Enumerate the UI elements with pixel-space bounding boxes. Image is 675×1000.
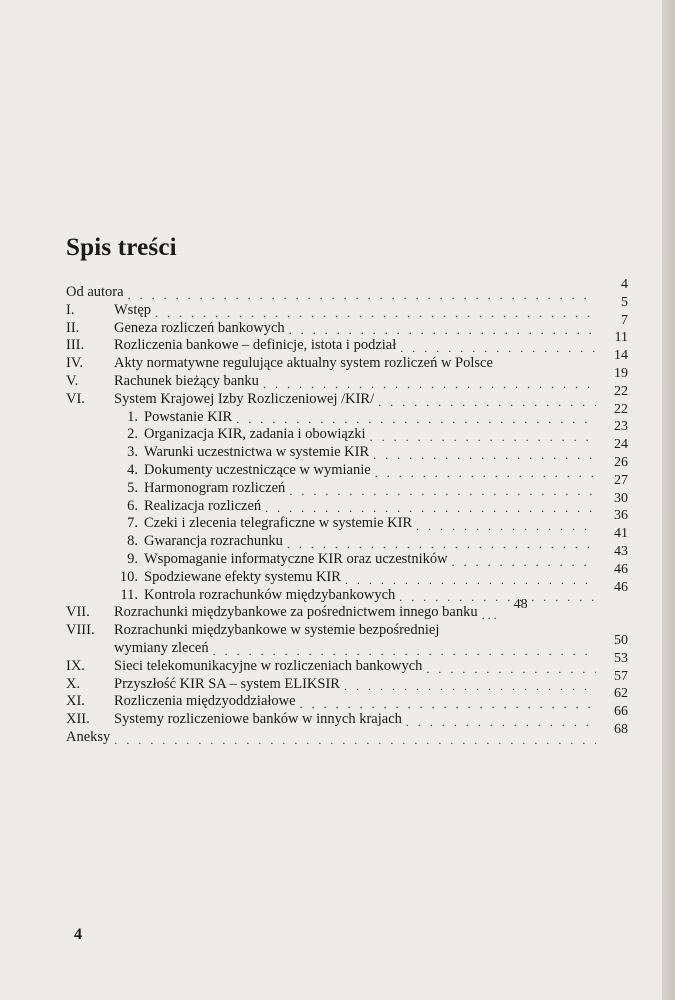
toc-subentry-number: 7. bbox=[127, 515, 138, 532]
toc-entry-page: 19 bbox=[614, 365, 628, 381]
toc-subentry-page: 27 bbox=[614, 472, 628, 488]
toc-entry-page: 50 bbox=[614, 632, 628, 648]
leader-dots bbox=[345, 573, 596, 587]
leader-dots bbox=[236, 412, 596, 426]
toc-entry bbox=[66, 294, 628, 320]
toc-subentry-label: Dokumenty uczestniczące w wymianie bbox=[144, 461, 371, 478]
toc-subentry-number: 2. bbox=[127, 426, 138, 443]
toc-entry-page: 11 bbox=[614, 330, 628, 346]
leader-dots bbox=[416, 519, 596, 533]
toc-entry-number: VII. bbox=[66, 604, 90, 621]
toc-subentry bbox=[66, 472, 628, 498]
toc-subentry-number: 11. bbox=[120, 586, 138, 603]
toc-subentry bbox=[66, 508, 628, 533]
toc-subentry bbox=[66, 419, 628, 444]
toc-entry bbox=[66, 312, 628, 338]
toc-entry-page: 22 bbox=[614, 383, 628, 399]
toc-entry bbox=[66, 721, 628, 747]
toc-subentry-label: Wspomaganie informatyczne KIR oraz uczestników bbox=[144, 550, 448, 567]
toc-entry-label: System Krajowej Izby Rozliczeniowej /KIR/ bbox=[114, 390, 375, 407]
toc-entry bbox=[66, 383, 628, 409]
toc-subentry-label: Kontrola rozrachunków międzybankowych bbox=[144, 586, 396, 603]
toc-entry-label: Sieci telekomunikacyjne w rozliczeniach bankowych bbox=[114, 657, 423, 674]
toc-entry-number: VIII. bbox=[66, 622, 95, 639]
toc-subentry-page: 24 bbox=[614, 437, 628, 453]
toc-subentry-label: Gwarancja rozrachunku bbox=[144, 533, 283, 550]
toc-entry-number: XI. bbox=[66, 693, 85, 710]
toc-entry-label: Od autora bbox=[66, 284, 124, 300]
toc-subentry bbox=[66, 561, 628, 587]
toc-entry-page: 66 bbox=[614, 704, 628, 720]
toc-entry-page: 14 bbox=[614, 348, 628, 364]
leader-dots bbox=[378, 395, 596, 409]
toc-subentry-label: Czeki i zlecenia telegraficzne w systemie KIR bbox=[144, 515, 413, 532]
toc-entry-number: II. bbox=[66, 319, 80, 336]
toc-entry-label: Aneksy bbox=[66, 728, 111, 745]
toc-entry-number: XII. bbox=[66, 711, 90, 728]
toc-subentry-label: Organizacja KIR, zadania i obowiązki bbox=[144, 426, 366, 443]
leader-dots bbox=[287, 537, 596, 551]
page-edge-shadow bbox=[662, 0, 675, 1000]
toc-entry-label: Rozliczenia międzyoddziałowe bbox=[114, 693, 296, 710]
toc-entry-label: Przyszłość KIR SA – system ELIKSIR bbox=[114, 675, 340, 692]
toc-entry bbox=[66, 622, 628, 640]
leader-dots bbox=[400, 341, 596, 355]
toc-subentry-label: Spodziewane efekty systemu KIR bbox=[144, 568, 341, 585]
toc-subentry-number: 6. bbox=[127, 497, 138, 514]
toc-subentry-page: 26 bbox=[614, 454, 628, 470]
leader-dots bbox=[289, 323, 596, 337]
toc-entry bbox=[66, 365, 628, 391]
toc-entry-page: 7 bbox=[621, 312, 628, 328]
toc-entry-label: Akty normatywne regulujące aktualny system rozliczeń w Polsce bbox=[114, 355, 493, 372]
toc-subentry-page: 46 bbox=[614, 561, 628, 577]
toc-entry-page: 62 bbox=[614, 686, 628, 702]
toc-entry-label: Rozliczenia bankowe – definicje, istota i podział bbox=[114, 337, 397, 354]
toc-entry-number: I. bbox=[66, 301, 75, 318]
toc-subentry bbox=[66, 401, 628, 427]
toc-subentry-number: 10. bbox=[119, 568, 138, 585]
toc-subentry-label: Harmonogram rozliczeń bbox=[144, 479, 286, 496]
toc-subentry-label: Powstanie KIR bbox=[144, 408, 233, 425]
toc-entry-number: III. bbox=[66, 337, 85, 354]
toc-subentry-number: 3. bbox=[127, 444, 138, 461]
leader-dots bbox=[114, 733, 596, 747]
toc-entry bbox=[66, 686, 628, 711]
toc-subentry-label: Realizacja rozliczeń bbox=[144, 497, 262, 514]
toc-subentry-page: 22 bbox=[614, 401, 628, 417]
toc-subentry-page: 23 bbox=[614, 419, 628, 435]
leader-dots bbox=[399, 590, 596, 604]
toc-entry-number: V. bbox=[66, 372, 79, 389]
leader-dots bbox=[406, 715, 596, 729]
toc-entry bbox=[66, 277, 628, 302]
toc-entry-page: 5 bbox=[621, 294, 628, 310]
toc-subentry-number: 1. bbox=[127, 408, 138, 425]
toc-subentry bbox=[66, 490, 628, 516]
leader-dots bbox=[263, 377, 596, 391]
page-number: 4 bbox=[74, 926, 82, 943]
toc-entry bbox=[66, 668, 628, 694]
leader-dots bbox=[452, 555, 596, 569]
toc-entry-page: 48 bbox=[513, 597, 528, 613]
toc-subentry-page: 46 bbox=[614, 579, 628, 595]
leader-dots bbox=[265, 501, 596, 515]
toc-subentry-page: 41 bbox=[614, 526, 628, 542]
leader-dots bbox=[344, 679, 596, 693]
leader-dots bbox=[375, 466, 596, 480]
leader-dots bbox=[128, 288, 596, 302]
toc-entry bbox=[66, 348, 628, 373]
toc-entry-number: X. bbox=[66, 675, 81, 692]
toc-entry-page: 53 bbox=[614, 650, 628, 666]
table-of-contents bbox=[66, 277, 628, 747]
toc-entry-page: 68 bbox=[614, 721, 628, 737]
toc-entry-number: IV. bbox=[66, 355, 84, 372]
toc-entry-label: Rachunek bieżący banku bbox=[114, 372, 259, 389]
toc-subentry bbox=[66, 579, 628, 605]
leader-dots bbox=[155, 306, 596, 320]
toc-entry-number: VI. bbox=[66, 390, 85, 407]
toc-subentry-number: 4. bbox=[127, 461, 138, 478]
toc-subentry-number: 8. bbox=[127, 533, 138, 550]
leader-dots bbox=[289, 484, 596, 498]
toc-entry-label: Geneza rozliczeń bankowych bbox=[114, 319, 285, 336]
toc-entry-label-continued: wymiany zleceń bbox=[114, 639, 209, 656]
toc-subentry-page: 43 bbox=[614, 543, 628, 559]
toc-entry-number: IX. bbox=[66, 657, 85, 674]
toc-subentry bbox=[66, 454, 628, 480]
page-title: Spis treści bbox=[66, 234, 177, 261]
toc-entry-label: Rozrachunki międzybankowe w systemie bezpośredniej bbox=[114, 622, 440, 639]
toc-entry-page: 4 bbox=[621, 277, 628, 292]
leader-dots bbox=[300, 697, 596, 711]
toc-subentry bbox=[66, 543, 628, 569]
toc-entry-label: Rozrachunki międzybankowe za pośrednictwem innego banku bbox=[114, 604, 478, 621]
leader-dots bbox=[482, 608, 496, 622]
toc-entry-continuation bbox=[66, 632, 628, 658]
toc-entry-page: 57 bbox=[614, 668, 628, 684]
toc-entry-label: Wstęp bbox=[114, 301, 152, 318]
leader-dots bbox=[426, 662, 596, 676]
toc-subentry-number: 9. bbox=[127, 550, 138, 567]
toc-subentry-label: Warunki uczestnictwa w systemie KIR bbox=[144, 444, 370, 461]
toc-entry bbox=[66, 704, 628, 729]
leader-dots bbox=[370, 430, 596, 444]
toc-entry bbox=[66, 650, 628, 676]
toc-subentry bbox=[66, 526, 628, 551]
leader-dots bbox=[213, 644, 596, 658]
toc-entry-label: Systemy rozliczeniowe banków w innych krajach bbox=[114, 711, 402, 728]
toc-entry bbox=[66, 597, 628, 622]
toc-subentry-page: 30 bbox=[614, 490, 628, 506]
leader-dots bbox=[373, 448, 596, 462]
toc-subentry bbox=[66, 437, 628, 462]
toc-subentry-page: 36 bbox=[614, 508, 628, 524]
toc-subentry-number: 5. bbox=[127, 479, 138, 496]
toc-entry bbox=[66, 330, 628, 355]
